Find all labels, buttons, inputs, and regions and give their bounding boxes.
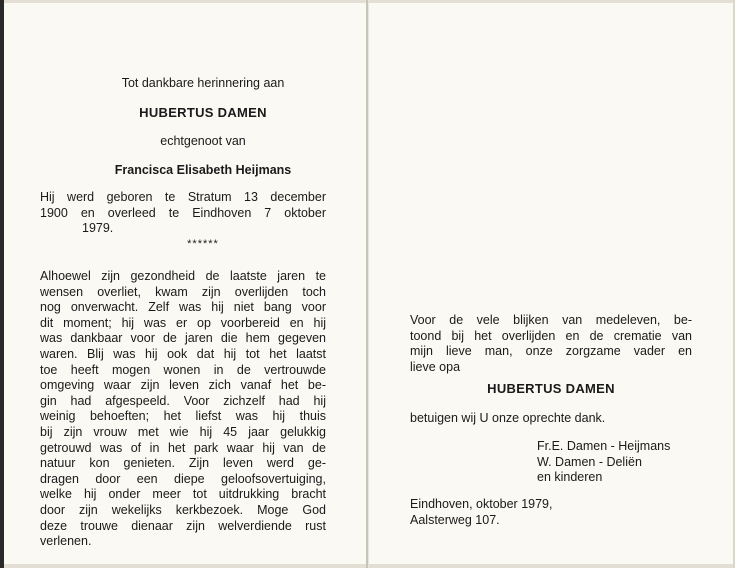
obituary-body	[40, 269, 326, 550]
birth-line: Hij werd geboren te Stratum 13 december	[40, 190, 326, 204]
body-line: verlenen.	[40, 534, 92, 549]
body-line: toe heeft mogen wonen in de vertrouwde	[40, 362, 326, 377]
body-line: gin had afgespeeld. Voor zichzelf had hij	[40, 393, 326, 408]
birth-death-paragraph	[40, 190, 326, 237]
thanks-paragraph	[410, 313, 692, 375]
body-line: welke hij onder meer tot uitdrukking bracht	[40, 487, 326, 502]
birth-line: 1900 en overleed te Eindhoven 7 oktober	[40, 205, 326, 220]
signatory: W. Damen - Deliën	[537, 454, 642, 469]
body-line: getrouwd was of in het park waar hij van de	[40, 440, 326, 455]
card-left-edge	[0, 0, 4, 568]
address: Aalsterweg 107.	[410, 513, 500, 527]
body-line: door zijn wekelijks kerkbezoek. Moge God	[40, 502, 326, 517]
signatory: en kinderen	[537, 470, 603, 485]
place-date: Eindhoven, oktober 1979,	[410, 497, 553, 511]
signatory: Fr.E. Damen - Heijmans	[537, 439, 671, 453]
spouse-intro: echtgenoot van	[160, 134, 246, 148]
right-deceased-name: HUBERTUS DAMEN	[487, 381, 615, 396]
thanks-line: Voor de vele blijken van medeleven, be-	[410, 313, 692, 327]
body-line: was dankbaar voor de jaren die hem gegeven	[40, 331, 326, 346]
body-line: weinig behoeften; het liefst was hij thuis	[40, 409, 326, 424]
deceased-name: HUBERTUS DAMEN	[139, 105, 267, 120]
body-line: omgeving waar zijn leven zich vanaf het be-	[40, 378, 326, 393]
signatories	[537, 439, 670, 486]
card-fold-highlight	[368, 0, 369, 568]
intro-text: Tot dankbare herinnering aan	[121, 76, 285, 90]
spouse-name: Francisca Elisabeth Heijmans	[114, 163, 292, 177]
body-line: dragen door een diepe geloofsovertuiging,	[40, 471, 326, 486]
body-line: Alhoewel zijn gezondheid de laatste jaren te	[40, 269, 326, 283]
thanks-line: toond bij het overlijden en de crematie van	[410, 328, 692, 343]
body-line: wensen overliet, kwam zijn overlijden toch	[40, 284, 326, 299]
gratitude-line: betuigen wij U onze oprechte dank.	[410, 411, 606, 425]
body-line: deze trouwe dienaar zijn welverdiende rust	[40, 518, 326, 533]
body-line: nog onverwacht. Zelf was hij niet bang voor	[40, 300, 326, 315]
body-line: natuur kon genieten. Zijn leven werd ge-	[40, 456, 326, 471]
body-line: dit moment; hij was er op voorbereid en hij	[40, 315, 326, 330]
body-line: bij zijn vrouw met wie hij 45 jaar gelukkig	[40, 424, 326, 439]
separator-stars: ******	[187, 238, 219, 250]
thanks-line: mijn lieve man, onze zorgzame vader en	[410, 344, 692, 359]
thanks-line: lieve opa	[410, 359, 461, 374]
body-line: waren. Blij was hij ook dat hij tot het laatst	[40, 346, 326, 361]
birth-line: 1979.	[82, 221, 114, 236]
